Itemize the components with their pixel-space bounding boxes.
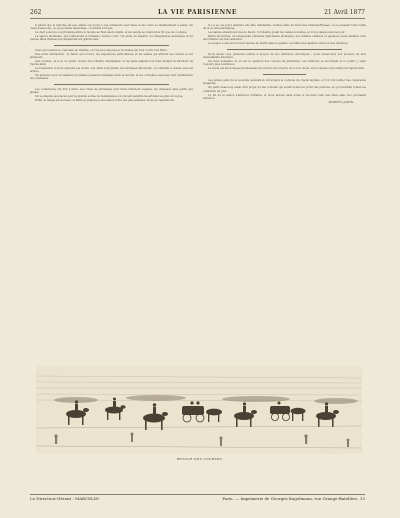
left-paragraph: On se dispute les places pour la grande soirée de bienfaisance où doivent paraître les artistes les plus en vogue. xyxy=(35,94,184,98)
section-divider xyxy=(263,74,306,75)
left-paragraph: Il paraît que le marché est peu animé ces jours-ci, les acheteurs sont rares et les cours se maintiennent à peine. On cause beaucoup, on se promène davantage, on achète fort peu. xyxy=(30,24,193,31)
left-paragraph: Une autre distraction : le Salon qui s'ouvre, les expositions particulières et les ventes qui attirent les curieux et les amateurs. xyxy=(30,52,193,59)
right-paragraph: La mode est aux longues promenades en voiture découverte, et le tour du lac est le rendez-vous obligé de l'après-midi. xyxy=(208,67,365,71)
illustration-caption: RETOUR DES COURSES. xyxy=(176,457,224,461)
left-paragraph: La saison mondaine, qui s'annonçait si brillante, tourne court. On parle de départs, de villégiatures anticipées et de petites fêtes intimes qui remplacent les grands bals. xyxy=(30,35,193,42)
right-paragraph: Nous avons reçu plusieurs lettres à propos de nos dernières chroniques ; nous remercions nos lecteurs de leur bienveillante attention. xyxy=(203,52,366,59)
left-paragraph: Le clair soleil de ce printemps attire le monde au Bois dès le matin, et les salons se vident plus tôt que de coutume. xyxy=(35,31,188,35)
right-paragraph: Le souper a été servi à deux heures du matin dans la galerie, au milieu des plantes vertes et des lumières. xyxy=(208,42,349,46)
right-paragraph: On parle beaucoup aussi d'un projet de bal costumé qui serait donné au profit des pauvres, et qui réunirait toutes les célébrités du jour. xyxy=(203,86,366,93)
left-paragraph: Enfin, le temps est au beau, et Paris se prépare à une saison d'été des plus animées. Nous en reparlerons. xyxy=(35,98,175,102)
author-signature: MARCEL JANIN. xyxy=(328,100,354,105)
left-paragraph: On annonce pour la semaine prochaine plusieurs mariages dans le monde, et les corbeilles exposées font l'admiration des visiteuses. xyxy=(30,74,193,81)
right-column xyxy=(203,24,366,104)
page-header xyxy=(30,8,365,19)
left-paragraph: Le boulevard, la nuit, reprend ses droits. Les cafés sont pleins, les terrasses débordent, on s'attarde à causer sous les arbres. xyxy=(30,67,193,74)
right-paragraph: La fin de la saison s'annonce brillante, et nous aurons sans doute à raconter bien des fêtes dans nos prochains numéros. xyxy=(203,93,366,100)
publication-title: LA VIE PARISIENNE xyxy=(157,9,238,16)
section-divider xyxy=(227,49,342,50)
right-paragraph: On nous demande où en est la question des courses de printemps. Les réunions se succèdent et le public y vient toujours plus nombreux. xyxy=(203,59,366,67)
right-paragraph: Les jeunes gens de la nouvelle génération ont adopté le costume de cheval anglais, et l'on voit défiler des cavalcades élégantes. xyxy=(203,79,366,86)
section-divider xyxy=(54,45,169,46)
printer-credit: Paris. — Imprimerie de Georges Kugelmann, rue Grange-Batelière, 13 xyxy=(222,496,365,501)
issue-date: 21 Avril 1877 xyxy=(324,9,365,16)
left-column xyxy=(30,24,193,103)
right-paragraph: Il y a eu ces jours derniers une fête charmante, donnée dans un hôtel des Champs-Élysées, où se pressait toute l'élite de la société parisienne. xyxy=(203,24,366,31)
page-number: 262 xyxy=(30,9,42,16)
left-paragraph: Ceux qui restent se consolent au théâtre, où l'on joue des pièces nouvelles qui font courir tout Paris. xyxy=(35,48,168,52)
director-credit: Le Directeur-Gérant : MARCELIN. xyxy=(30,496,100,501)
left-paragraph: Les couturières ont fort à faire. Les robes de printemps sont d'une fraîcheur exquise, les chapeaux plus petits que jamais. xyxy=(30,87,193,94)
engraving-illustration xyxy=(36,366,362,454)
page-footer xyxy=(30,494,365,503)
right-paragraph: Les salons étaient décorés de fleurs, l'orchestre jouait les valses nouvelles, et l'on a dansé jusqu'au jour. xyxy=(208,31,346,35)
left-paragraph: Aux courses, on a vu un public choisi, des toilettes charmantes, et les paris allaient bon train malgré la fraîcheur de l'après-midi. xyxy=(30,59,193,67)
section-divider xyxy=(54,84,169,85)
right-paragraph: Parmi les invités, on remarquait plusieurs diplomates étrangers, des artistes célèbres et quelques jolies femmes dont les toilettes ont fait sensation. xyxy=(203,35,366,42)
